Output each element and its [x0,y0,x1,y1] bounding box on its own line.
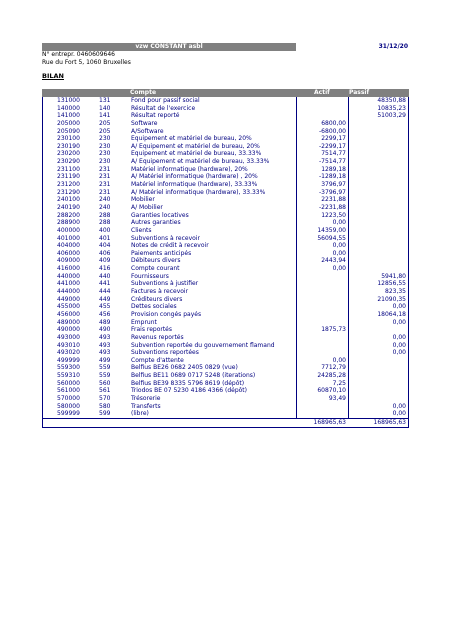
table-row [43,97,408,105]
account-number: 493020 [57,349,80,357]
actif-value: 2231,88 [321,196,346,204]
account-label: Belfius BE11 0689 0717 5248 (iterations) [131,372,256,380]
actif-value: 7712,79 [321,364,346,372]
table-row [43,311,408,319]
account-number: 288200 [57,211,80,219]
account-code: 141 [99,112,111,120]
actif-value: 2299,17 [321,135,346,143]
table-row [43,273,408,281]
account-number: 240190 [57,203,80,211]
account-code: 406 [99,249,111,257]
account-label: Paiements anticipés [131,249,192,257]
account-number: 141000 [57,112,80,120]
table-row [43,280,408,288]
account-label: A/ Mobilier [131,203,163,211]
actif-value: 1875,73 [321,326,346,334]
account-code: 231 [99,188,111,196]
table-header [42,89,409,97]
passif-value: 18064,18 [377,310,406,318]
actif-value: 56094,55 [317,234,346,242]
account-number: 559300 [57,364,80,372]
table-row [43,403,408,411]
actif-value: 93,49 [328,394,346,402]
account-code: 570 [99,394,111,402]
total-actif: 168965,63 [313,418,346,426]
totals-row [42,418,409,428]
account-code: 288 [99,211,111,219]
actif-value: -1289,18 [319,173,346,181]
account-number: 400000 [57,226,80,234]
account-number: 409000 [57,257,80,265]
table-row [43,196,408,204]
actif-value: 24285,28 [317,372,346,380]
total-passif: 168965,63 [373,418,406,426]
account-label: Notes de crédit à recevoir [131,242,209,250]
account-number: 416000 [57,265,80,273]
company-name-bar [42,43,296,51]
account-number: 406000 [57,249,80,257]
account-number: 231190 [57,173,80,181]
header-passif: Passif [349,89,370,96]
account-label: A/ Matériel informatique (hardware), 33.33% [131,188,266,196]
account-code: 493 [99,349,111,357]
account-label: Subventions à justifier [131,280,199,288]
passif-value: 48350,88 [377,97,406,104]
actif-value: 2443,94 [321,257,346,265]
account-code: 231 [99,181,111,189]
account-code: 599 [99,410,111,418]
table-row [43,158,408,166]
actif-value: -7514,77 [319,158,346,166]
account-code: 240 [99,196,111,204]
account-code: 140 [99,104,111,112]
actif-value: 14359,00 [317,226,346,234]
actif-value: 0,00 [332,219,346,227]
actif-value: 0,00 [332,356,346,364]
account-label: Matériel informatique (hardware), 20% [131,165,248,173]
account-code: 456 [99,310,111,318]
table-row [43,395,408,403]
table-row [43,105,408,113]
passif-value: 51003,29 [377,112,406,120]
account-label: (libre) [131,410,149,418]
table-row [43,380,408,388]
company-name: vzw CONSTANT asbl [135,43,203,50]
account-number: 441000 [57,280,80,288]
table-row [43,181,408,189]
account-number: 444000 [57,288,80,296]
table-row [43,342,408,350]
account-label: Subvention reportée du gouvernement flamand [131,341,275,349]
account-code: 231 [99,165,111,173]
table-row [43,212,408,220]
account-code: 230 [99,150,111,158]
report-date: 31/12/20 [378,43,408,50]
account-code: 205 [99,119,111,127]
table-row [43,364,408,372]
account-label: Fond pour passif social [131,97,200,104]
account-code: 205 [99,127,111,135]
table-row [43,227,408,235]
actif-value: 1289,18 [321,165,346,173]
account-number: 440000 [57,272,80,280]
account-number: 490000 [57,326,80,334]
actif-value: -6800,00 [319,127,346,135]
table-row [43,357,408,365]
table-row [43,410,408,418]
company-address: Rue du Fort 5, 1060 Bruxelles [42,59,131,66]
table-row [43,288,408,296]
table-row [43,150,408,158]
actif-value: 3796,97 [321,181,346,189]
passif-value: 5941,80 [381,272,406,280]
account-number: 560000 [57,379,80,387]
actif-value: -3796,97 [319,188,346,196]
table-row [43,166,408,174]
account-label: Autres garanties [131,219,181,227]
passif-value: 10835,23 [377,104,406,112]
account-number: 205000 [57,119,80,127]
account-number: 230100 [57,135,80,143]
account-code: 231 [99,173,111,181]
account-number: 570000 [57,394,80,402]
company-info [42,51,131,67]
passif-value: 0,00 [392,410,406,418]
actif-value: 0,00 [332,242,346,250]
table-row [43,219,408,227]
account-number: 456000 [57,310,80,318]
table-row [43,303,408,311]
account-label: Compte courant [131,265,180,273]
actif-value: 60870,10 [317,387,346,395]
account-code: 230 [99,142,111,150]
account-code: 489 [99,318,111,326]
account-label: A/Software [131,127,164,135]
passif-value: 0,00 [392,333,406,341]
balance-table [42,89,409,428]
account-label: Frais reportés [131,326,173,334]
actif-value: 1223,50 [321,211,346,219]
account-label: Dettes sociales [131,303,177,311]
table-row [43,296,408,304]
account-number: 230290 [57,158,80,166]
table-row [43,349,408,357]
account-code: 559 [99,372,111,380]
actif-value: 0,00 [332,265,346,273]
table-row [43,135,408,143]
enterprise-number: N° entrepr. 0460609646 [42,51,115,58]
account-number: 580000 [57,402,80,410]
actif-value: 7,25 [332,379,346,387]
table-row [43,204,408,212]
account-number: 205090 [57,127,80,135]
account-number: 288900 [57,219,80,227]
account-label: Equipement et matériel de bureau, 33.33% [131,150,262,158]
actif-value: -2299,17 [319,142,346,150]
account-number: 404000 [57,242,80,250]
account-code: 449 [99,295,111,303]
passif-value: 0,00 [392,318,406,326]
account-code: 404 [99,242,111,250]
account-code: 560 [99,379,111,387]
account-code: 490 [99,326,111,334]
account-number: 231200 [57,181,80,189]
account-label: A/ Matériel informatique (hardware) , 20% [131,173,258,181]
account-label: Trésorerie [131,394,161,402]
account-number: 599999 [57,410,80,418]
account-code: 409 [99,257,111,265]
account-label: Compte d'attente [131,356,184,364]
account-label: A/ Equipement et matériel de bureau, 20% [131,142,260,150]
header-account: Compte [130,89,157,96]
account-number: 230200 [57,150,80,158]
account-code: 493 [99,333,111,341]
account-code: 580 [99,402,111,410]
account-code: 288 [99,219,111,227]
account-label: Equipement et matériel de bureau, 20% [131,135,252,143]
table-row [43,120,408,128]
account-label: Clients [131,226,152,234]
account-label: Transferts [131,402,161,410]
account-code: 499 [99,356,111,364]
passif-value: 0,00 [392,349,406,357]
table-row [43,128,408,136]
table-body [42,97,409,418]
account-code: 230 [99,135,111,143]
account-label: Garanties locatives [131,211,189,219]
table-row [43,143,408,151]
account-number: 231100 [57,165,80,173]
passif-value: 0,00 [392,303,406,311]
account-label: Fournisseurs [131,272,169,280]
account-label: A/ Equipement et matériel de bureau, 33.33% [131,158,270,166]
actif-value: 7514,77 [321,150,346,158]
passif-value: 12856,55 [377,280,406,288]
account-number: 499999 [57,356,80,364]
account-label: Résultat reporté [131,112,180,120]
account-number: 401000 [57,234,80,242]
account-code: 441 [99,280,111,288]
account-label: Belfius BE39 8335 5796 8619 (dépôt) [131,379,245,387]
account-number: 230190 [57,142,80,150]
account-code: 240 [99,203,111,211]
actif-value: 0,00 [332,249,346,257]
table-row [43,173,408,181]
account-number: 240100 [57,196,80,204]
account-number: 131000 [57,97,80,104]
account-label: Belfius BE26 0682 2405 0829 (vue) [131,364,238,372]
account-label: Provision congés payés [131,310,202,318]
table-row [43,334,408,342]
table-row [43,112,408,120]
account-number: 231290 [57,188,80,196]
passif-value: 0,00 [392,402,406,410]
account-number: 493010 [57,341,80,349]
account-label: Créditeurs divers [131,295,183,303]
account-code: 455 [99,303,111,311]
account-label: Triodos BE 07 5230 4186 4366 (dépôt) [131,387,248,395]
account-label: Software [131,119,158,127]
account-number: 561000 [57,387,80,395]
account-label: Matériel informatique (hardware), 33.33% [131,181,258,189]
account-number: 493000 [57,333,80,341]
account-code: 561 [99,387,111,395]
actif-value: -2231,88 [319,203,346,211]
account-code: 401 [99,234,111,242]
section-title: BILAN [42,72,64,80]
account-number: 559310 [57,372,80,380]
account-label: Revenus reportés [131,333,184,341]
header-actif: Actif [314,89,330,96]
account-label: Débiteurs divers [131,257,181,265]
table-row [43,235,408,243]
account-code: 230 [99,158,111,166]
table-row [43,326,408,334]
account-code: 493 [99,341,111,349]
account-label: Subventions à recevoir [131,234,200,242]
table-row [43,189,408,197]
account-number: 449000 [57,295,80,303]
account-code: 440 [99,272,111,280]
account-label: Factures à recevoir [131,288,189,296]
passif-value: 823,35 [385,288,406,296]
account-code: 444 [99,288,111,296]
account-label: Subventions reportées [131,349,199,357]
table-row [43,372,408,380]
actif-value: 6800,00 [321,119,346,127]
passif-value: 21090,35 [377,295,406,303]
table-row [43,319,408,327]
account-label: Résultat de l'exercice [131,104,196,112]
account-code: 416 [99,265,111,273]
account-number: 140000 [57,104,80,112]
account-number: 489000 [57,318,80,326]
account-code: 559 [99,364,111,372]
account-number: 455000 [57,303,80,311]
table-row [43,242,408,250]
passif-value: 0,00 [392,341,406,349]
table-row [43,387,408,395]
account-code: 131 [99,97,111,104]
table-row [43,265,408,273]
account-label: Mobilier [131,196,155,204]
table-row [43,257,408,265]
account-label: Emprunt [131,318,157,326]
table-row [43,250,408,258]
account-code: 400 [99,226,111,234]
